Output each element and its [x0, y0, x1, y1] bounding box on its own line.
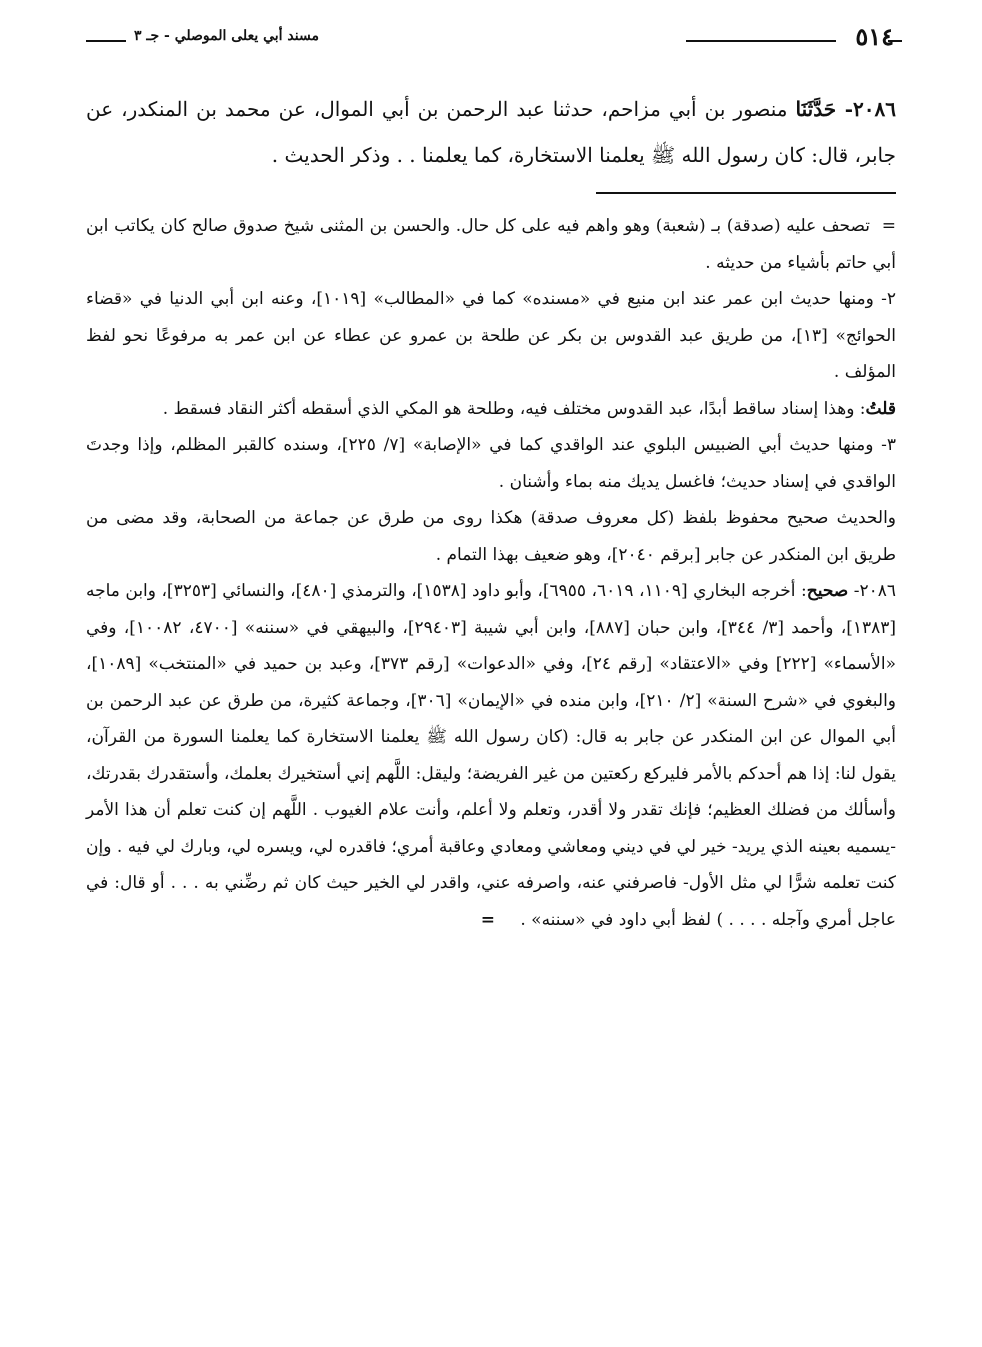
page-number: ٥١٤ — [855, 22, 894, 51]
end-marker: = — [480, 909, 495, 930]
book-page — [86, 22, 896, 938]
narration-word: حَدَّثَنَا — [795, 97, 837, 121]
running-header — [86, 22, 896, 52]
footnotes — [86, 208, 896, 938]
footnote-takhrij: ٢٠٨٦- صحيح: أخرجه البخاري [١١٠٩، ٦٠١٩، ٦٩٥٥]، وأبو داود [١٥٣٨]، والترمذي [٤٨٠]، والنسائي [٣٢٥٣]، وابن ماجه [١٣٨٣]، وأحمد [٣/ ٣٤٤]، وابن حبان [٨٨٧]، وابن أبي شيبة [٢٩٤٠٣]، والبيهقي في «سننه» [٤٧٠٠، ١٠٠٨٢]، وفي «الأسماء» [٢٢٢] وفي «الاعتقاد» [رقم ٢٤]، وفي «الدعوات» [رقم ٣٧٣]، وعبد بن حميد في «المنتخب» [١٠٨٩]، والبغوي في «شرح السنة» [٢/ ٢١٠]، وابن منده في «الإيمان» [٣٠٦]، وجماعة كثيرة، من طرق عن عبد الرحمن بن أبي الموال عن ابن المنكدر عن جابر به قال: (كان رسول الله ﷺ يعلمنا الاستخارة كما يعلمنا السورة من القرآن، يقول لنا: إذا هم أحدكم بالأمر فليركع ركعتين من غير الفريضة؛ وليقل: اللَّهم إني أستخيرك بعلمك، وأستقدرك بقدرتك، وأسألك من فضلك العظيم؛ فإنك تقدر ولا أقدر، وتعلم ولا أعلم، وأنت علام الغيوب . اللَّهم إن كنت تعلم أن هذا الأمر -يسميه بعينه الذي يريد- خير لي في ديني ومعاشي ومعادي وعاقبة أمري؛ فاقدره لي، ويسره لي، وبارك لي فيه . وإن كنت تعلمه شرًّا لي مثل الأول- فاصرفني عنه، واصرفه عني، واقدر لي الخير حيث كان ثم رضِّني به . . . أو قال: في عاجل أمري وآجله . . . . ) لفظ أبي داود في «سننه» . = — [86, 573, 896, 938]
grade-label: صحيح — [806, 581, 849, 601]
footnote-divider — [596, 192, 896, 194]
header-rule — [86, 40, 126, 42]
hadith-number: ٢٠٨٦ — [853, 97, 896, 121]
footnote-paragraph: =تصحف عليه (صدقة) بـ (شعبة) وهو واهم فيه على كل حال. والحسن بن المثنى شيخ صدوق صالح كان يكاتب ابن أبي حاتم بأشياء من حديثه . — [86, 208, 896, 281]
hadith-text: ٢٠٨٦- حَدَّثَنَا منصور بن أبي مزاحم، حدثنا عبد الرحمن بن أبي الموال، عن محمد بن المنكدر، عن جابر، قال: كان رسول الله ﷺ يعلمنا الاستخارة، كما يعلمنا . . وذكر الحديث . — [86, 97, 896, 167]
footnote-paragraph: قلتُ: وهذا إسناد ساقط أبدًا، عبد القدوس مختلف فيه، وطلحة هو المكي الذي أسقطه أكثر النقاد فسقط . — [162, 398, 896, 419]
takhrij-number: ٢٠٨٦- — [853, 581, 896, 601]
qultu-label: قلتُ — [865, 398, 896, 419]
footnote-paragraph: ٣- ومنها حديث أبي الضبيس البلوي عند الواقدي كما في «الإصابة» [٧/ ٢٢٥]، وسنده كالقبر المظلم، وإذا وجدتَ الواقدي في إسناد حديث؛ فاغسل يديك منه بماء وأشنان . — [86, 435, 896, 492]
running-title: مسند أبي يعلى الموصلي - جـ ٣ — [134, 28, 319, 44]
footnote-paragraph: والحديث صحيح محفوظ بلفظ (كل معروف صدقة) هكذا روى من طرق عن جماعة من الصحابة، وقد مضى من طريق ابن المنكدر عن جابر [برقم ٢٠٤٠]، وهو ضعيف بهذا التمام . — [86, 508, 896, 565]
hadith-body: منصور بن أبي مزاحم، حدثنا عبد الرحمن بن أبي الموال، عن محمد بن المنكدر، عن جابر، قال: كان رسول الله ﷺ يعلمنا الاستخارة، كما يعلمنا . . وذكر الحديث . — [86, 97, 896, 167]
footnote-paragraph: ٢- ومنها حديث ابن عمر عند ابن منيع في «مسنده» كما في «المطالب» [١٠١٩]، وعنه ابن أبي الدنيا في «قضاء الحوائج» [١٣]، من طريق عبد القدوس بن بكر عن طلحة بن عمرو عن عطاء عن ابن عمر به مرفوعًا نحو لفظ المؤلف . — [86, 289, 897, 382]
continuation-marker: = — [881, 216, 896, 236]
header-rule — [686, 40, 836, 42]
